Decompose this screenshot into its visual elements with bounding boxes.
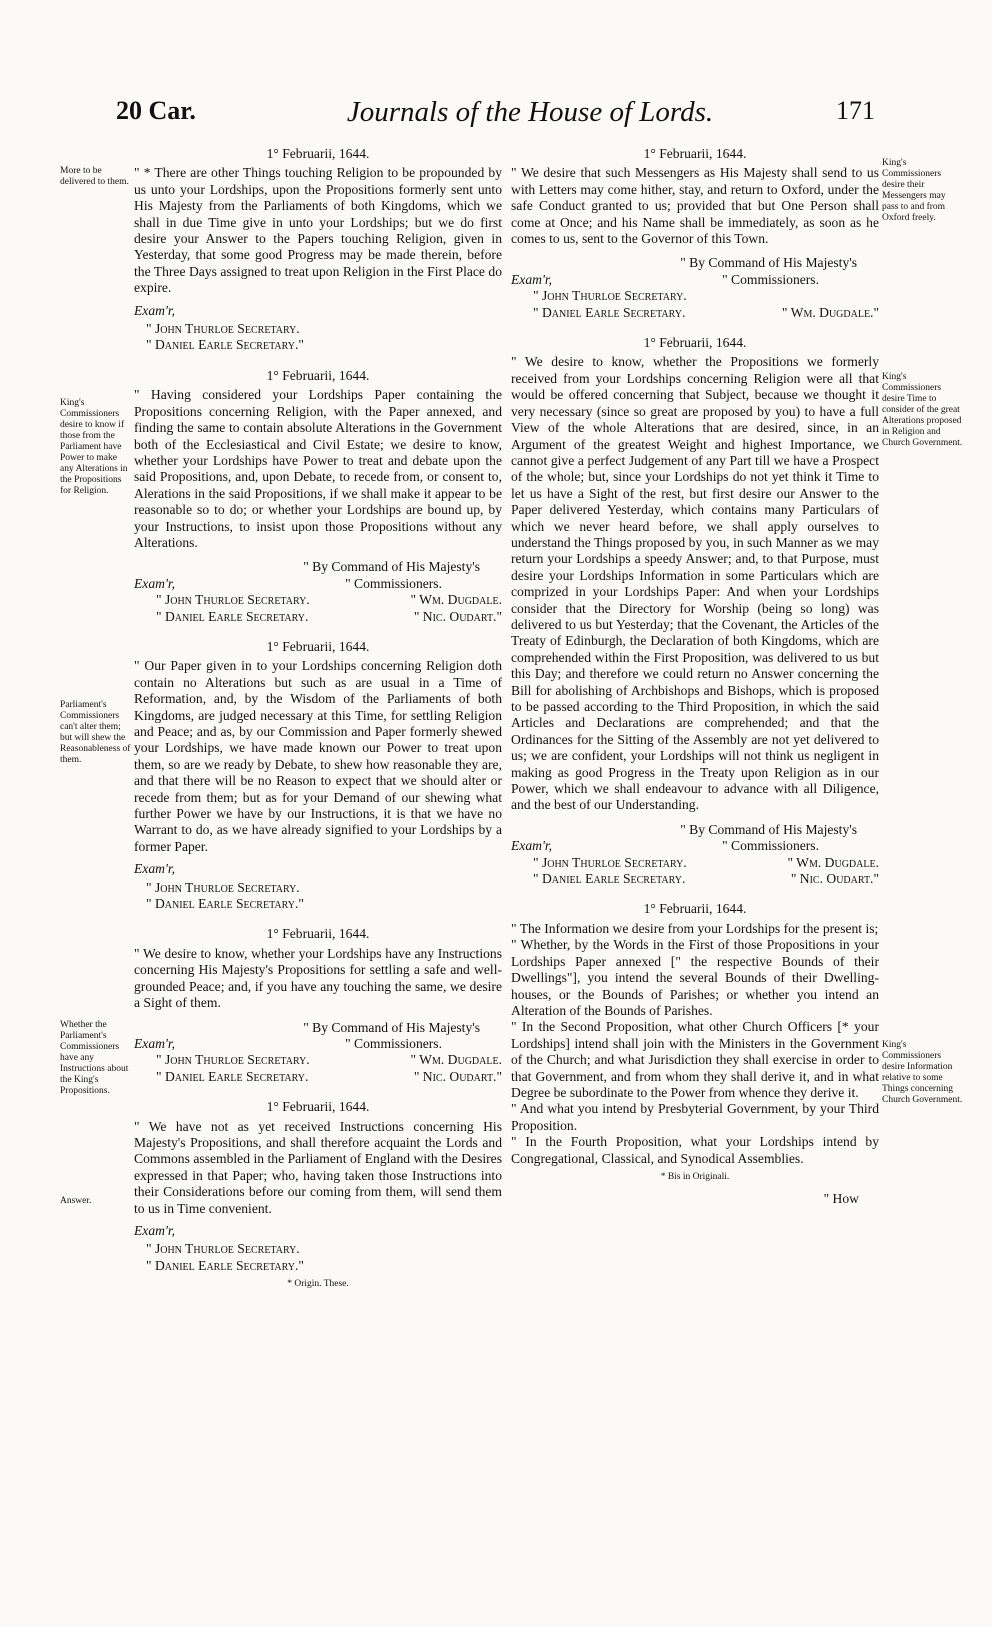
entry-date: 1° Februarii, 1644. (266, 926, 370, 942)
by-command: " By Command of His Majesty's (680, 821, 857, 837)
examined-mark: Exam'r, (511, 271, 553, 287)
paper-text (134, 1119, 502, 1217)
commissioner-signature: " Nic. Oudart." (413, 1068, 502, 1084)
commissioners-line (134, 576, 502, 592)
signature-row (511, 871, 879, 887)
examined-mark: Exam'r, (134, 1222, 176, 1238)
paragraph: " In the Second Proposition, what other Church Officers [* your Lordships] intend shall join with the Ministers in the Government of the Church; and what Jurisdiction they shall exercise in order to that Government, and from whom they shall derive it, and in what Degree be subordinate to the Power from whence they derive it. (511, 1019, 879, 1100)
entry-date: 1° Februarii, 1644. (266, 638, 370, 654)
commissioner-signature: " Wm. Dugdale. (787, 854, 879, 870)
page-number: 171 (836, 96, 875, 125)
paragraph: " We desire to know, whether your Lordships have any Instructions concerning His Majesty's Propositions for settling a safe and well-grounded Peace; and, if you have any touching the same, we desire a Sight of them. (134, 945, 502, 1011)
paper-text (511, 354, 879, 813)
commissioners-label: " Commissioners. (345, 575, 442, 591)
commissioners-label: " Commissioners. (345, 1035, 442, 1051)
signature-row (134, 1052, 502, 1068)
paper-text (511, 921, 879, 1167)
signature-row (511, 288, 879, 304)
secretary-signature: " Daniel Earle Secretary. (533, 304, 686, 320)
paragraph: " We have not as yet received Instructions concerning His Majesty's Propositions, and shall therefore acquaint the Lords and Commons assembled in the Parliament of England with the Desires expressed in that Paper; who, having taken those Instructions into their Considerations before our coming from them, will send them to us in Time convenient. (134, 1118, 502, 1216)
paragraph: " Whether, by the Words in the First of those Propositions in your Lordships Paper annexed [" the respective Bounds of their Dwellings"], you intend the several Bounds of their Dwelling-houses, or the Bounds of Parishes; or whether you intend an Alteration of the Bounds of Parishes. (511, 937, 879, 1018)
by-command: " By Command of His Majesty's (680, 255, 857, 271)
secretary-signature: " John Thurloe Secretary. (533, 288, 687, 304)
footnote: * Origin. These. (287, 1279, 349, 1290)
regnal-year: 20 Car. (116, 96, 196, 125)
examined-mark: Exam'r, (511, 838, 553, 854)
commissioner-signature: " Nic. Oudart." (790, 871, 879, 887)
secretary-signature: " Daniel Earle Secretary." (146, 337, 304, 353)
by-command: " By Command of His Majesty's (303, 1019, 480, 1035)
commissioner-signature: " Nic. Oudart." (413, 608, 502, 624)
entry-date: 1° Februarii, 1644. (266, 146, 370, 161)
paragraph: " Having considered your Lordships Paper containing the Propositions concerning Religion, with the Paper annexed, and finding the same to contain absolute Alterations in the Government both of the Ecclesiastical and Civil Estate; we desire to know, whether your Lordships have Power to treat and debate upon the said Propositions, and, upon Debate, to recede from, or consent to, Alerations in the said Propositions, if we shall make it appear to be reasonable so to do; or whether your Lordships are bound up, by your Instructions, to insist upon those Propositions without any Alterations. (134, 387, 502, 550)
examined-mark: Exam'r, (134, 861, 176, 877)
signature-row (134, 609, 502, 625)
secretary-signature: " Daniel Earle Secretary. (533, 871, 686, 887)
secretary-signature: " Daniel Earle Secretary. (156, 1068, 309, 1084)
page-header (0, 96, 992, 136)
paragraph: " We desire to know, whether the Propositions we formerly received from your Lordships concerning Religion were all that would be offered concerning that Subject, because we thought it very necessary (since so great are proposed by you) to have a full View of the whole Alterations that are desired, since, in an Argument of the greatest Weight and highest Importance, we cannot give a perfect Judgement of any Part till we have a Prospect of the whole; but, since your Lordships do not yet think it Time to let us have a Sight of the rest, but first desire our Answer to the Paper delivered Yesterday, which contains many Particulars of which we never heard before, we shall apply ourselves to understand the Things proposed by you, in such Manner as we may return your Lordships a speedy Answer; and, to that Purpose, must desire your Lordships Information in some Particulars which are comprized in your Lordships Paper: And when your Lordships consider that the Directory for Worship (being so long) was delivered to us but Yesterday; that the Covenant, the Articles of the Treaty of Edinburgh, the Declaration of both Kingdoms, which are comprehended within the First Proposition, was delivered to us but this Day; and therefore we could return no Answer concerning the Bill for abolishing of Archbishops and Bishops, which is proposed to be passed according to the Third Proposition, in which the said Articles and Declarations are comprehended; and that the Ordinances for the Sitting of the Assembly are not yet delivered to us; we are confident, your Lordships will not think us negligent in making as good Progress in the Treaty upon Religion as in our Power, which we shall endeavour to advance with all Diligence, and the best of our Understanding. (511, 354, 879, 813)
entry-date: 1° Februarii, 1644. (643, 146, 747, 161)
paper-text (134, 946, 502, 1012)
examined-mark: Exam'r, (134, 302, 176, 318)
entry-date: 1° Februarii, 1644. (643, 335, 747, 351)
margin-note: More to be delivered to them. (60, 166, 129, 187)
margin-note: Whether the Parliament's Commissioners have any Instructions about the King's Propositions. (60, 1020, 129, 1096)
commissioners-line (511, 272, 879, 288)
margin-note: King's Commissioners desire to know if those from the Parliament have Power to make any Alterations in the Propositions for Religion. (60, 398, 128, 496)
journal-title: Journals of the House of Lords. (346, 96, 714, 128)
signature-row (511, 855, 879, 871)
commissioners-line (511, 838, 879, 854)
paragraph: " We desire that such Messengers as His Majesty shall send to us with Letters may come hither, stay, and return to Oxford, under the safe Conduct granted to us; provided that but One Person shall come at Once; and his Name shall be immediately, as soon as he comes to us, sent to the Governor of this Town. (511, 165, 879, 247)
secretary-signature: " Daniel Earle Secretary." (146, 896, 304, 912)
entry-date: 1° Februarii, 1644. (266, 367, 370, 383)
commissioners-label: " Commissioners. (722, 271, 819, 287)
margin-note: Parliament's Commissioners can't alter them; but will shew the Reasonableness of them. (60, 700, 131, 765)
paragraph: " And what you intend by Presbyterial Government, by your Third Proposition. (511, 1101, 879, 1133)
paper-text (511, 165, 879, 247)
entry-date: 1° Februarii, 1644. (643, 901, 747, 917)
commissioners-line (134, 1036, 502, 1052)
catchword: " How (823, 1191, 859, 1207)
signature-row (134, 592, 502, 608)
commissioner-signature: " Wm. Dugdale. (410, 592, 502, 608)
secretary-signature: " John Thurloe Secretary. (156, 592, 310, 608)
secretary-signature: " Daniel Earle Secretary." (146, 1257, 304, 1273)
secretary-signature: " John Thurloe Secretary. (156, 1052, 310, 1068)
paper-text (134, 387, 502, 551)
paper-text (134, 165, 502, 296)
margin-note: King's Commissioners desire their Messengers may pass to and from Oxford freely. (882, 158, 946, 223)
left-column (134, 140, 502, 1293)
signature-row (511, 305, 879, 321)
signature-row (134, 1069, 502, 1085)
entry-date: 1° Februarii, 1644. (266, 1099, 370, 1115)
commissioner-signature: " Wm. Dugdale. (410, 1052, 502, 1068)
paragraph: " Our Paper given in to your Lordships concerning Religion doth contain no Alterations but such as are usual in a Time of Reformation, and, by the Wisdom of the Parliaments of both Kingdoms, are judged necessary at this Time, for settling Religion and Peace; and as, by our Commission and Paper formerly shewed your Lordships, we have made known our Power to treat upon them, so are we ready by Debate, to shew how reasonable they are, and that there will be no Reason to expect that we should alter or recede from them; but as for your Demand of our shewing what further Power we have by our Instructions, it is that we have no Warrant to do, as we have already signified to your Lordships by a former Paper. (134, 658, 502, 854)
secretary-signature: " John Thurloe Secretary. (146, 321, 300, 337)
secretary-signature: " John Thurloe Secretary. (146, 879, 300, 895)
footnote: * Bis in Originali. (660, 1171, 730, 1182)
paragraph: " The Information we desire from your Lordships for the present is; (511, 920, 879, 936)
margin-note: King's Commissioners desire Time to consider of the great Alterations proposed in Religion and Church Government. (882, 372, 963, 448)
paragraph: " * There are other Things touching Religion to be propounded by us unto your Lordships, upon the Propositions formerly sent unto His Majesty from the Parliaments of both Kingdoms, which we shall in due Time give in unto your Lordships; but we do first desire your Answer to the Papers touching Religion, given in Yesterday, that some good Progress may be made therein, before the Three Days assigned to treat upon Religion in the First Place do expire. (134, 165, 502, 296)
margin-note: King's Commissioners desire Information relative to some Things concerning Church Government. (882, 1040, 963, 1105)
right-column (511, 140, 879, 1208)
secretary-signature: " John Thurloe Secretary. (533, 854, 687, 870)
secretary-signature: " Daniel Earle Secretary. (156, 608, 309, 624)
secretary-signature: " John Thurloe Secretary. (146, 1241, 300, 1257)
examined-mark: Exam'r, (134, 575, 176, 591)
paragraph: " In the Fourth Proposition, what your Lordships intend by Congregational, Classical, and Synodical Assemblies. (511, 1134, 879, 1166)
paper-text (134, 658, 502, 855)
by-command: " By Command of His Majesty's (303, 559, 480, 575)
examined-mark: Exam'r, (134, 1035, 176, 1051)
commissioner-signature: " Wm. Dugdale." (781, 304, 879, 320)
commissioners-label: " Commissioners. (722, 838, 819, 854)
margin-note: Answer. (60, 1196, 92, 1206)
